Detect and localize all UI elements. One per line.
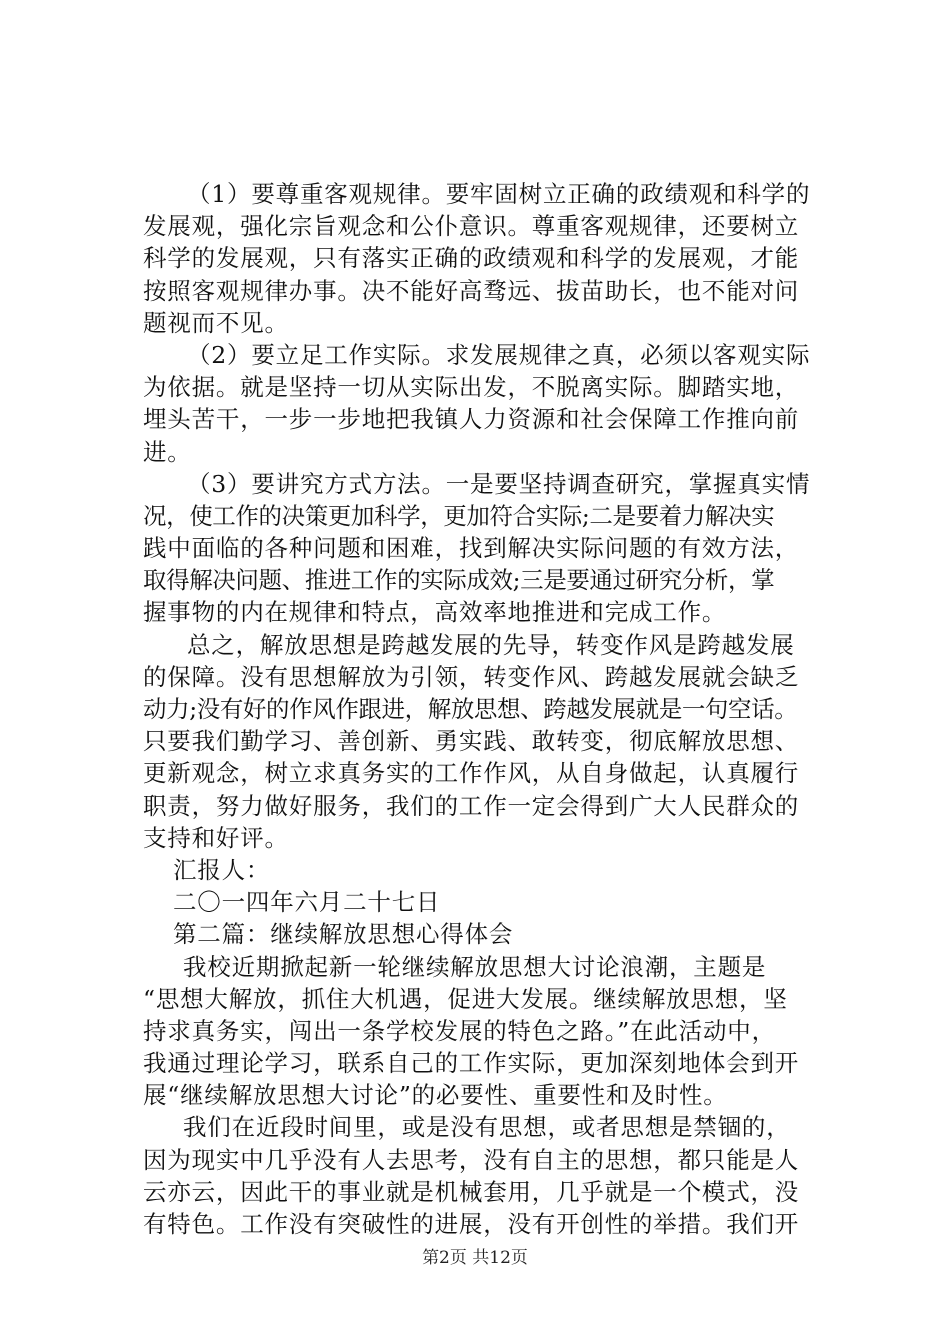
- text-line: 我通过理论学习，联系自己的工作实际，更加深刻地体会到开: [143, 1049, 800, 1078]
- text-line: 展“继续解放思想大讨论”的必要性、重要性和及时性。: [143, 1081, 728, 1110]
- text-line: 动力;没有好的作风作跟进，解放思想、跨越发展就是一句空话。: [143, 695, 798, 723]
- text-line: 因为现实中几乎没有人去思考，没有自主的思想，都只能是人: [143, 1145, 800, 1174]
- text-line: 总之，解放思想是跨越发展的先导，转变作风是跨越发展: [187, 630, 795, 659]
- text-line: 按照客观规律办事。决不能好高骛远、拔苗助长，也不能对问: [143, 276, 800, 305]
- text-line: “思想大解放，抓住大机遇，促进大发展。继续解放思想，坚: [143, 984, 788, 1013]
- text-line: （2）要立足工作实际。求发展规律之真，必须以客观实际: [187, 340, 811, 369]
- text-line: 发展观，强化宗旨观念和公仆意识。尊重客观规律，还要树立: [143, 212, 800, 241]
- document-body: [143, 178, 843, 1240]
- text-line: 况，使工作的决策更加科学，更加符合实际;二是要着力解决实: [143, 501, 775, 530]
- text-line: 践中面临的各种问题和困难，找到解决实际问题的有效方法，: [143, 534, 800, 563]
- text-line: 取得解决问题、推进工作的实际成效;三是要通过研究分析，掌: [143, 566, 775, 595]
- text-line: 的保障。没有思想解放为引领，转变作风、跨越发展就会缺乏: [143, 662, 800, 691]
- text-line: 我校近期掀起新一轮继续解放思想大讨论浪潮，主题是: [183, 952, 767, 981]
- text-line: 为依据。就是坚持一切从实际出发，不脱离实际。脚踏实地，: [143, 373, 800, 402]
- text-line: （1）要尊重客观规律。要牢固树立正确的政绩观和科学的: [187, 180, 811, 208]
- text-line: 支持和好评。: [143, 823, 289, 852]
- page-number-footer: 第2页 共12页: [422, 1248, 528, 1268]
- reporter-label: 汇报人：: [173, 855, 271, 884]
- text-line: 职责，努力做好服务，我们的工作一定会得到广大人民群众的: [143, 791, 800, 820]
- text-line: 科学的发展观，只有落实正确的政绩观和科学的发展观，才能: [143, 244, 800, 273]
- report-date: 二〇一四年六月二十七日: [173, 888, 441, 917]
- text-line: 我们在近段时间里，或是没有思想，或者思想是禁锢的，: [183, 1113, 791, 1142]
- text-line: 更新观念，树立求真务实的工作作风，从自身做起，认真履行: [143, 759, 800, 788]
- text-line: （3）要讲究方式方法。一是要坚持调查研究，掌握真实情: [187, 469, 811, 498]
- text-line: 进。: [143, 437, 192, 466]
- section-heading: 第二篇：继续解放思想心得体会: [173, 920, 514, 949]
- text-line: 只要我们勤学习、善创新、勇实践、敢转变，彻底解放思想、: [143, 727, 800, 756]
- text-line: 有特色。工作没有突破性的进展，没有开创性的举措。我们开: [143, 1210, 800, 1238]
- text-line: 握事物的内在规律和特点，高效率地推进和完成工作。: [143, 598, 727, 627]
- text-line: 埋头苦干，一步一步地把我镇人力资源和社会保障工作推向前: [143, 405, 800, 434]
- text-line: 云亦云，因此干的事业就是机械套用，几乎就是一个模式，没: [143, 1177, 800, 1206]
- text-line: 持求真务实，闯出一条学校发展的特色之路。”在此活动中，: [143, 1016, 776, 1045]
- text-line: 题视而不见。: [143, 308, 289, 337]
